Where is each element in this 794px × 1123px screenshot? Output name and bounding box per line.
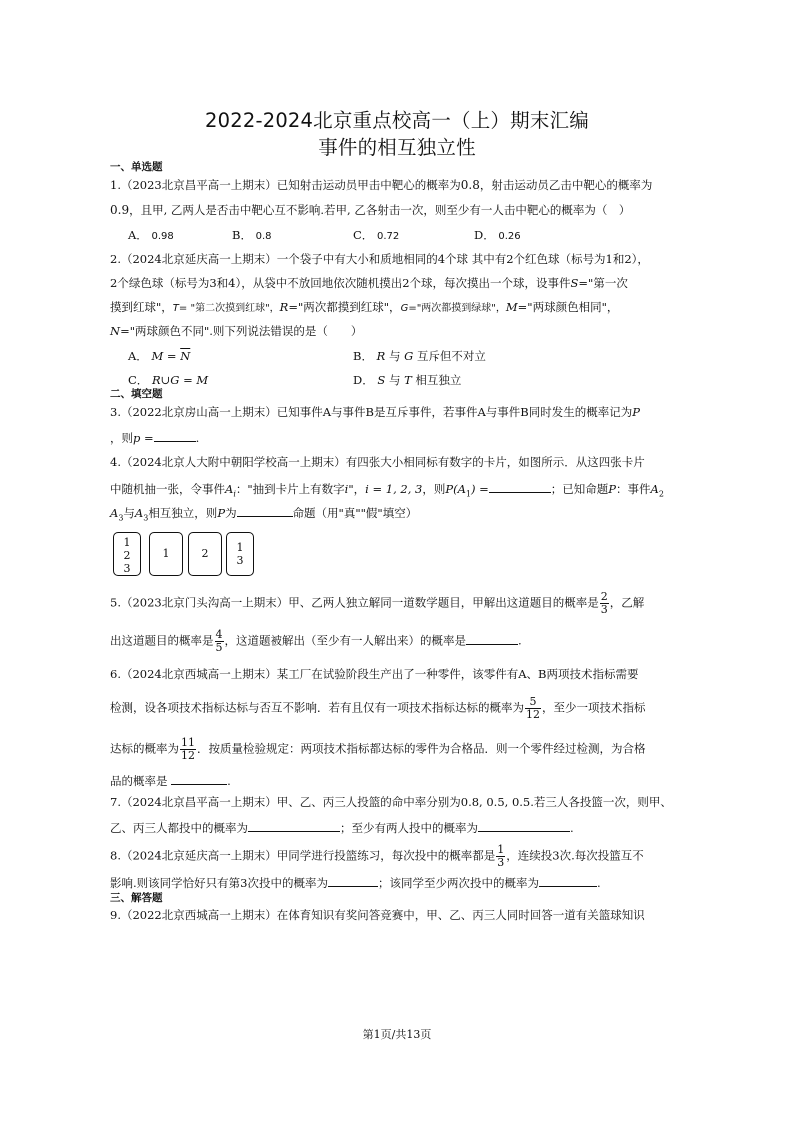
question-8-line-2: 影响.则该同学恰好只有第3次投中的概率为 ；该同学至少两次投中的概率为 . <box>110 873 601 892</box>
question-5-line-2: 出这道题目的概率是 $\frac{4}{5}$ ，这道题被解出（至少有一人解出来）的概率是 . <box>110 628 522 654</box>
question-1-option-c: C． 0.72 <box>353 228 400 242</box>
answer-blank[interactable] <box>154 428 196 442</box>
answer-blank[interactable] <box>171 771 227 785</box>
question-9-line-1: 9.（2022北京西城高一上期末）在体育知识有奖问答竞赛中，甲、乙、丙三人同时回答一道有关篮球知识 <box>110 908 645 922</box>
question-6-line-4: 品的概率是 . <box>110 771 231 790</box>
question-3-line-2: ，则p = . <box>110 428 199 447</box>
fraction-five-twelfths: $\frac{5}{12}$ <box>526 695 540 721</box>
question-2-option-d: D． S 与 T 相互独立 <box>353 373 462 387</box>
question-1-line-1: 1.（2023北京昌平高一上期末）已知射击运动员甲击中靶心的概率为0.8，射击运动员乙击中靶心的概率为 <box>110 178 653 192</box>
question-4-line-2: 中随机抽一张，令事件$A_i$："抽到卡片上有数字i"，i = 1, 2, 3，则$P(A_1)$ = ；已知命题P：事件$A_2$ <box>110 479 664 503</box>
question-2-line-3: 摸到红球"，T= "第二次摸到红球"，R="两次都摸到红球"，G="两次都摸到绿球"，M="两球颜色相同"， <box>110 300 619 314</box>
question-1-option-a: A． 0.98 <box>128 228 174 242</box>
question-2-option-c: C． R∪G = M <box>128 373 209 387</box>
section-heading-answer: 三、解答题 <box>110 892 163 904</box>
question-7-line-2: 乙、丙三人都投中的概率为 ；至少有两人投中的概率为 . <box>110 818 574 837</box>
fraction-eleven-twelfths: $\frac{11}{12}$ <box>181 736 195 762</box>
question-6-line-3: 达标的概率为 $\frac{11}{12}$ ．按质量检验规定：两项技术指标都达标的零件为合格品．则一个零件经过检测，为合格 <box>110 736 646 762</box>
page-number: 第1页/共13页 <box>362 1028 432 1041</box>
question-2-line-4: N="两球颜色不同".则下列说法错误的是（ ） <box>110 324 363 338</box>
question-2-line-2: 2个绿色球（标号为3和4），从袋中不放回地依次随机摸出2个球，每次摸出一个球，设事件S="第一次 <box>110 276 628 290</box>
question-3-line-1: 3.（2022北京房山高一上期末）已知事件A与事件B是互斥事件，若事件A与事件B同时发生的概率记为P <box>110 405 640 419</box>
question-2-line-1: 2.（2024北京延庆高一上期末）一个袋子中有大小和质地相同的4个球 其中有2个红色球（标号为1和2）， <box>110 252 649 266</box>
question-8-line-1: 8.（2024北京延庆高一上期末）甲同学进行投篮练习，每次投中的概率都是 $\frac{1}{3}$ ，连续投3次.每次投篮互不 <box>110 843 644 869</box>
number-card-2: 2 <box>188 532 222 576</box>
question-6-line-1: 6.（2024北京西城高一上期末）某工厂在试验阶段生产出了一种零件，该零件有A、B两项技术指标需要 <box>110 667 639 681</box>
number-card-1: 1 <box>149 532 183 576</box>
answer-blank[interactable] <box>489 479 551 493</box>
answer-blank[interactable] <box>466 631 518 645</box>
question-1-line-2: 0.9，且甲, 乙两人是否击中靶心互不影响.若甲, 乙各射击一次，则至少有一人击中靶心的概率为（ ） <box>110 203 631 217</box>
question-7-line-1: 7.（2024北京昌平高一上期末）甲、乙、丙三人投篮的命中率分别为0.8, 0.5, 0.5.若三人各投篮一次，则甲、 <box>110 795 672 809</box>
question-1-option-d: D． 0.26 <box>474 228 521 242</box>
answer-blank[interactable] <box>328 873 378 887</box>
fraction-four-fifths: $\frac{4}{5}$ <box>215 628 223 654</box>
question-1-option-b: B． 0.8 <box>232 228 272 242</box>
question-4-line-3: $A_3$与$A_3$相互独立，则P为 命题（用"真""假"填空） <box>110 503 417 527</box>
question-4-line-1: 4.（2024北京人大附中朝阳学校高一上期末）有四张大小相同标有数字的卡片，如图所示．从这四张卡片 <box>110 455 645 469</box>
question-5-line-1: 5.（2023北京门头沟高一上期末）甲、乙两人独立解同一道数学题目，甲解出这道题目的概率是 $\frac{2}{3}$ ，乙解 <box>110 590 645 616</box>
fraction-two-thirds: $\frac{2}{3}$ <box>600 590 608 616</box>
section-heading-single-choice: 一、单选题 <box>110 161 163 173</box>
page-subtitle: 事件的相互独立性 <box>318 136 476 159</box>
question-2-option-b: B． R 与 G 互斥但不对立 <box>353 349 486 363</box>
fraction-one-third: $\frac{1}{3}$ <box>497 843 505 869</box>
number-card-13: 1 3 <box>226 532 254 576</box>
section-heading-fill-in: 二、填空题 <box>110 388 163 400</box>
answer-blank[interactable] <box>248 818 340 832</box>
question-2-option-a: A． $M = \overline{N}$ <box>128 349 191 363</box>
question-6-line-2: 检测，设各项技术指标达标与否互不影响．若有且仅有一项技术指标达标的概率为 $\frac{5}{12}$ ，至少一项技术指标 <box>110 695 646 721</box>
number-card-123: 1 2 3 <box>113 532 141 576</box>
answer-blank[interactable] <box>539 873 597 887</box>
page-title: 2022-2024北京重点校高一（上）期末汇编 <box>205 109 589 132</box>
answer-blank[interactable] <box>237 503 293 517</box>
answer-blank[interactable] <box>478 818 570 832</box>
